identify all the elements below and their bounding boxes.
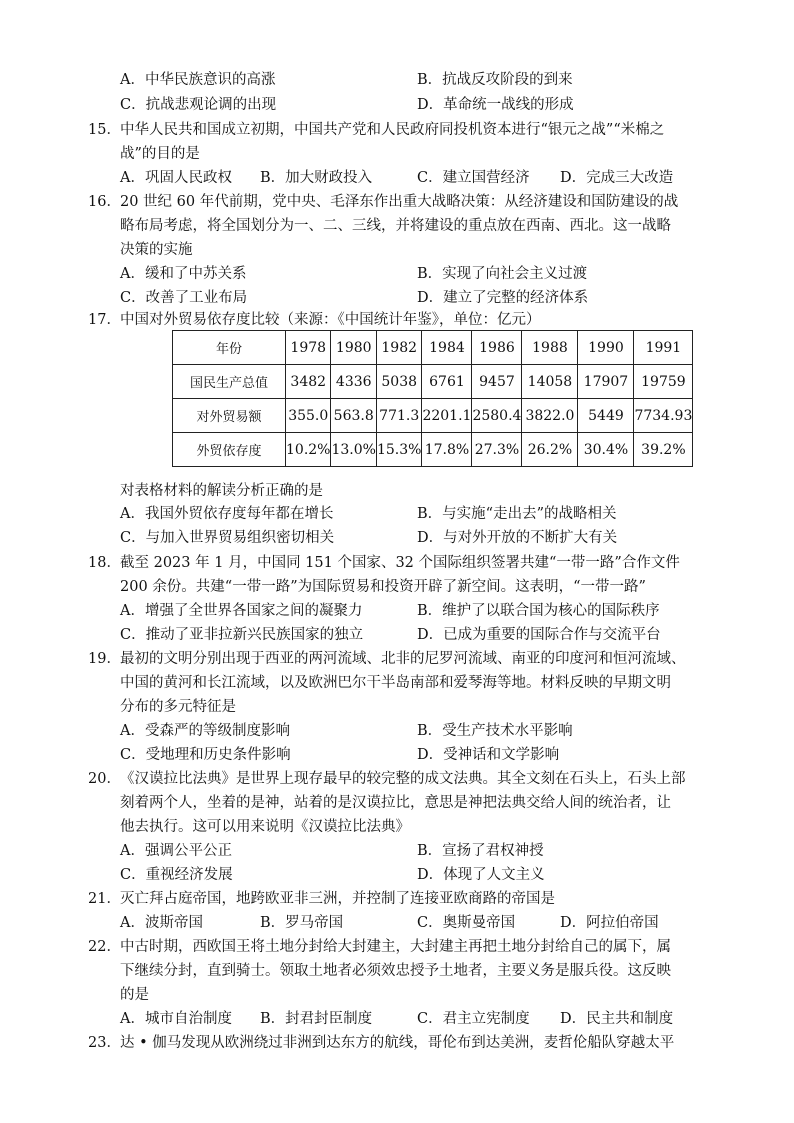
q20-option-a[interactable]: A．强调公平公正 [120,843,232,859]
q15-option-c[interactable]: C．建立国营经济 [417,170,530,186]
table-row [173,365,693,399]
q20-option-b[interactable]: B．宣扬了君权神授 [417,843,544,859]
table-cell: 17.8% [422,433,472,467]
q15-stem-line2: 战”的目的是 [120,146,200,162]
q22-stem-line1: 中古时期，西欧国王将土地分封给大封建主，大封建主再把土地分封给自己的属下，属 [120,939,671,955]
q18-number: 18． [88,555,121,571]
q21-option-c[interactable]: C．奥斯曼帝国 [417,915,516,931]
q20-options-row1 [120,841,730,861]
q22-stem-line3: 的是 [120,987,149,1003]
table-cell: 2201.1 [422,399,472,433]
q17-option-c[interactable]: C．与加入世界贸易组织密切相关 [120,530,335,546]
q22-number: 22． [88,939,121,955]
table-header-cell: 1982 [376,331,421,365]
table-cell: 15.3% [376,433,421,467]
table-cell: 355.0 [286,399,331,433]
table-header-cell: 1978 [286,331,331,365]
q15-option-d[interactable]: D．完成三大改造 [560,170,674,186]
table-cell: 563.8 [331,399,376,433]
q16-option-b[interactable]: B．实现了向社会主义过渡 [417,266,588,282]
q14-option-a[interactable]: A．中华民族意识的高涨 [120,72,276,88]
q21-option-a[interactable]: A．波斯帝国 [120,915,203,931]
q21-number: 21． [88,891,121,907]
q21-option-d[interactable]: D．阿拉伯帝国 [560,915,659,931]
q15-stem-line1: 中华人民共和国成立初期，中国共产党和人民政府同投机资本进行“银元之战”“米棉之 [120,122,665,138]
q17-option-b[interactable]: B．与实施“走出去”的战略相关 [417,506,617,522]
table-header-cell: 1986 [472,331,522,365]
q18-option-c[interactable]: C．推动了亚非拉新兴民族国家的独立 [120,627,364,643]
table-cell: 4336 [331,365,376,399]
table-cell: 26.2% [522,433,578,467]
q17-number: 17． [88,312,121,328]
q16-options-row2 [120,288,730,308]
q19-option-d[interactable]: D．受神话和文学影响 [417,747,560,763]
table-header-cell: 1990 [578,331,634,365]
q16-option-d[interactable]: D．建立了完整的经济体系 [417,290,589,306]
q22-option-c[interactable]: C．君主立宪制度 [417,1011,530,1027]
table-header-cell: 1991 [634,331,693,365]
table-row-label: 国民生产总值 [173,365,286,399]
q19-number: 19． [88,651,121,667]
trade-dependency-table [172,330,693,467]
table-header-cell: 1984 [422,331,472,365]
table-cell: 30.4% [578,433,634,467]
q16-option-c[interactable]: C．改善了工业布局 [120,290,248,306]
q23-stem-line1: 达 • 伽马发现从欧洲绕过非洲到达东方的航线，哥伦布到达美洲，麦哲伦船队穿越太平 [120,1035,675,1051]
q19-stem-line3: 分布的多元特征是 [120,699,236,715]
table-header-cell: 1980 [331,331,376,365]
q19-option-c[interactable]: C．受地理和历史条件影响 [120,747,291,763]
q14-option-b[interactable]: B．抗战反攻阶段的到来 [417,72,573,88]
table-cell: 17907 [578,365,634,399]
table-header-cell: 年份 [173,331,286,365]
q16-stem-line1: 20 世纪 60 年代前期，党中央、毛泽东作出重大战略决策：从经济建设和国防建设的战 [120,194,679,210]
table-row-label: 对外贸易额 [173,399,286,433]
q20-option-c[interactable]: C．重视经济发展 [120,867,233,883]
table-row [173,399,693,433]
q18-option-d[interactable]: D．已成为重要的国际合作与交流平台 [417,627,661,643]
q20-number: 20． [88,771,121,787]
table-cell: 39.2% [634,433,693,467]
q16-stem-line2: 略布局考虑，将全国划分为一、二、三线，并将建设的重点放在西南、西北。这一战略 [120,218,671,234]
q20-option-d[interactable]: D．体现了人文主义 [417,867,545,883]
q15-option-b[interactable]: B．加大财政投入 [260,170,373,186]
q21-stem-line1: 灭亡拜占庭帝国，地跨欧亚非三洲，并控制了连接亚欧商路的帝国是 [120,891,555,907]
table-header-cell: 1988 [522,331,578,365]
table-cell: 7734.93 [634,399,693,433]
q18-options-row1 [120,601,730,621]
q14-option-c[interactable]: C．抗战悲观论调的出现 [120,97,277,113]
table-cell: 19759 [634,365,693,399]
q19-options-row2 [120,745,730,765]
q16-options-row1 [120,264,730,284]
table-cell: 27.3% [472,433,522,467]
q14-options-row2 [120,95,730,115]
q16-stem-line3: 决策的实施 [120,242,193,258]
q17-option-a[interactable]: A．我国外贸依存度每年都在增长 [120,506,334,522]
q18-options-row2 [120,625,730,645]
q19-stem-line2: 中国的黄河和长江流域，以及欧洲巴尔干半岛南部和爱琴海等地。材料反映的早期文明 [120,675,671,691]
table-row-label: 外贸依存度 [173,433,286,467]
q22-option-b[interactable]: B．封君封臣制度 [260,1011,373,1027]
table-row [173,331,693,365]
table-row [173,433,693,467]
q20-stem-line1: 《汉谟拉比法典》是世界上现存最早的较完整的成文法典。其全文刻在石头上，石头上部 [120,771,686,787]
q16-number: 16． [88,194,121,210]
q20-options-row2 [120,865,730,885]
table-cell: 5038 [376,365,421,399]
q22-options [120,1009,730,1029]
q18-stem-line2: 200 余份。共建“一带一路”为国际贸易和投资开辟了新空间。这表明，“一带一路” [120,579,646,595]
q22-stem-line2: 下继续分封，直到骑士。领取土地者必须效忠授予土地者，主要义务是服兵役。这反映 [120,963,671,979]
table-cell: 771.3 [376,399,421,433]
q20-stem-line3: 他去执行。这可以用来说明《汉谟拉比法典》 [120,819,410,835]
table-cell: 10.2% [286,433,331,467]
table-cell: 6761 [422,365,472,399]
q15-number: 15． [88,122,121,138]
q20-stem-line2: 刻着两个人，坐着的是神，站着的是汉谟拉比，意思是神把法典交给人间的统治者，让 [120,795,671,811]
q19-option-b[interactable]: B．受生产技术水平影响 [417,723,573,739]
q17-options-row2 [120,528,730,548]
q22-option-a[interactable]: A．城市自治制度 [120,1011,232,1027]
table-cell: 5449 [578,399,634,433]
q14-option-d[interactable]: D．革命统一战线的形成 [417,97,574,113]
q18-stem-line1: 截至 2023 年 1 月，中国同 151 个国家、32 个国际组织签署共建“一带一路”合作文件 [120,555,680,571]
q18-option-b[interactable]: B．维护了以联合国为核心的国际秩序 [417,603,660,619]
q21-options [120,913,730,933]
q23-number: 23． [88,1035,121,1051]
q15-options [120,168,730,188]
table-cell: 3822.0 [522,399,578,433]
q16-option-a[interactable]: A．缓和了中苏关系 [120,266,247,282]
table-cell: 13.0% [331,433,376,467]
q19-options-row1 [120,721,730,741]
q21-option-b[interactable]: B．罗马帝国 [260,915,344,931]
q19-option-a[interactable]: A．受森严的等级制度影响 [120,723,290,739]
q17-option-d[interactable]: D．与对外开放的不断扩大有关 [417,530,618,546]
q18-option-a[interactable]: A．增强了全世界各国家之间的凝聚力 [120,603,363,619]
q14-options-row1 [120,70,730,90]
table-cell: 9457 [472,365,522,399]
q15-option-a[interactable]: A．巩固人民政权 [120,170,232,186]
q17-options-row1 [120,504,730,524]
q17-stem-line1: 中国对外贸易依存度比较（来源：《中国统计年鉴》，单位：亿元） [120,312,541,328]
q22-option-d[interactable]: D．民主共和制度 [560,1011,674,1027]
table-cell: 3482 [286,365,331,399]
q17-stem-line2: 对表格材料的解读分析正确的是 [120,483,323,499]
table-cell: 14058 [522,365,578,399]
q19-stem-line1: 最初的文明分别出现于西亚的两河流域、北非的尼罗河流域、南亚的印度河和恒河流域、 [120,651,686,667]
table-cell: 2580.4 [472,399,522,433]
